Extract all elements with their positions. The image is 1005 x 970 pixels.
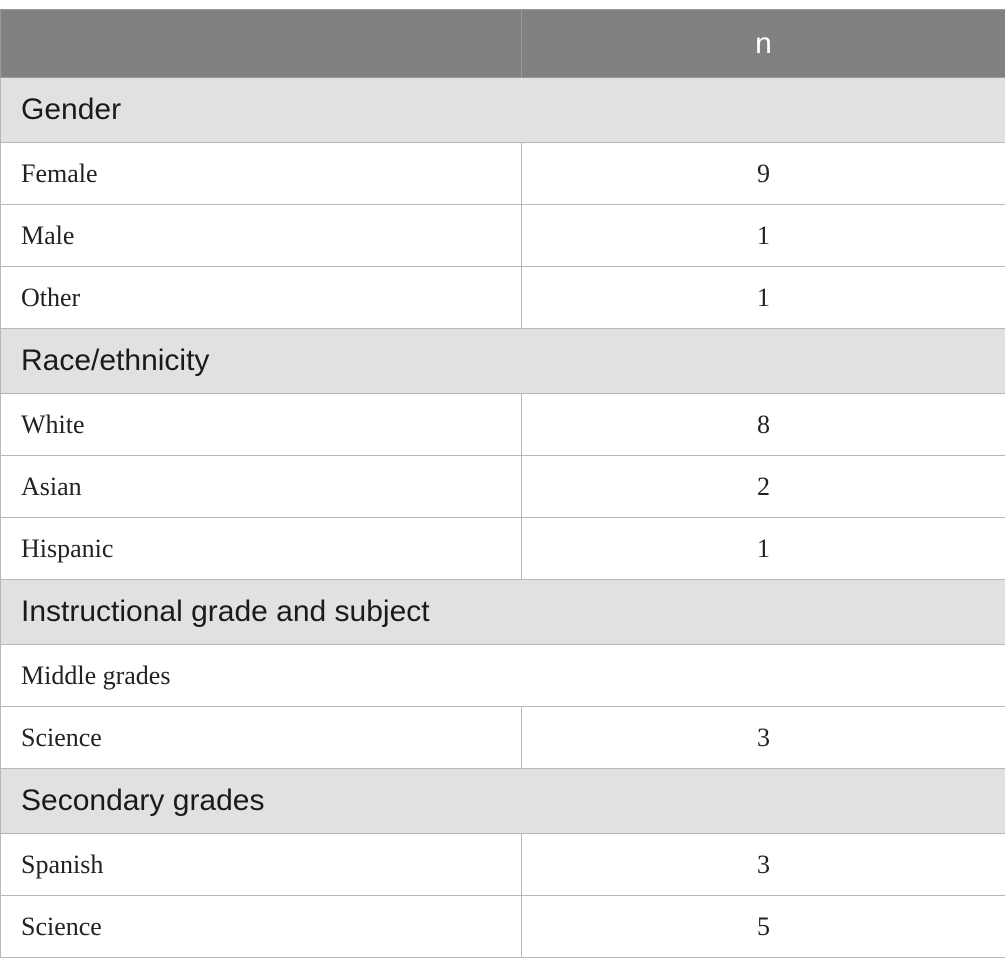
table-row [1,834,1005,896]
row-label: Male [1,205,522,267]
row-value: 8 [522,394,1005,456]
table-row [1,456,1005,518]
row-label: Hispanic [1,518,522,580]
row-label: Science [1,707,522,769]
header-row [1,10,1005,78]
row-value: 1 [522,267,1005,329]
row-value: 1 [522,518,1005,580]
row-label: Asian [1,456,522,518]
section-row-secondary-grades [1,769,1005,834]
row-label: Female [1,143,522,205]
table-row [1,394,1005,456]
section-row-gender [1,78,1005,143]
row-value: 1 [522,205,1005,267]
table-row [1,896,1005,958]
row-label: Other [1,267,522,329]
section-title: Secondary grades [1,769,1005,834]
subheading-label: Middle grades [1,645,1005,707]
row-value: 5 [522,896,1005,958]
table-row [1,518,1005,580]
section-row-instructional-grade [1,580,1005,645]
table-row [1,143,1005,205]
table-row [1,205,1005,267]
header-label-cell [1,10,522,78]
row-label: Spanish [1,834,522,896]
table-row [1,267,1005,329]
subheading-row-middle-grades [1,645,1005,707]
row-value: 2 [522,456,1005,518]
section-title: Gender [1,78,1005,143]
row-value: 3 [522,707,1005,769]
header-n-cell: n [522,10,1005,78]
demographics-table [0,9,1005,958]
row-value: 9 [522,143,1005,205]
row-value: 3 [522,834,1005,896]
section-title: Race/ethnicity [1,329,1005,394]
row-label: White [1,394,522,456]
section-row-race-ethnicity [1,329,1005,394]
table-row [1,707,1005,769]
row-label: Science [1,896,522,958]
section-title: Instructional grade and subject [1,580,1005,645]
